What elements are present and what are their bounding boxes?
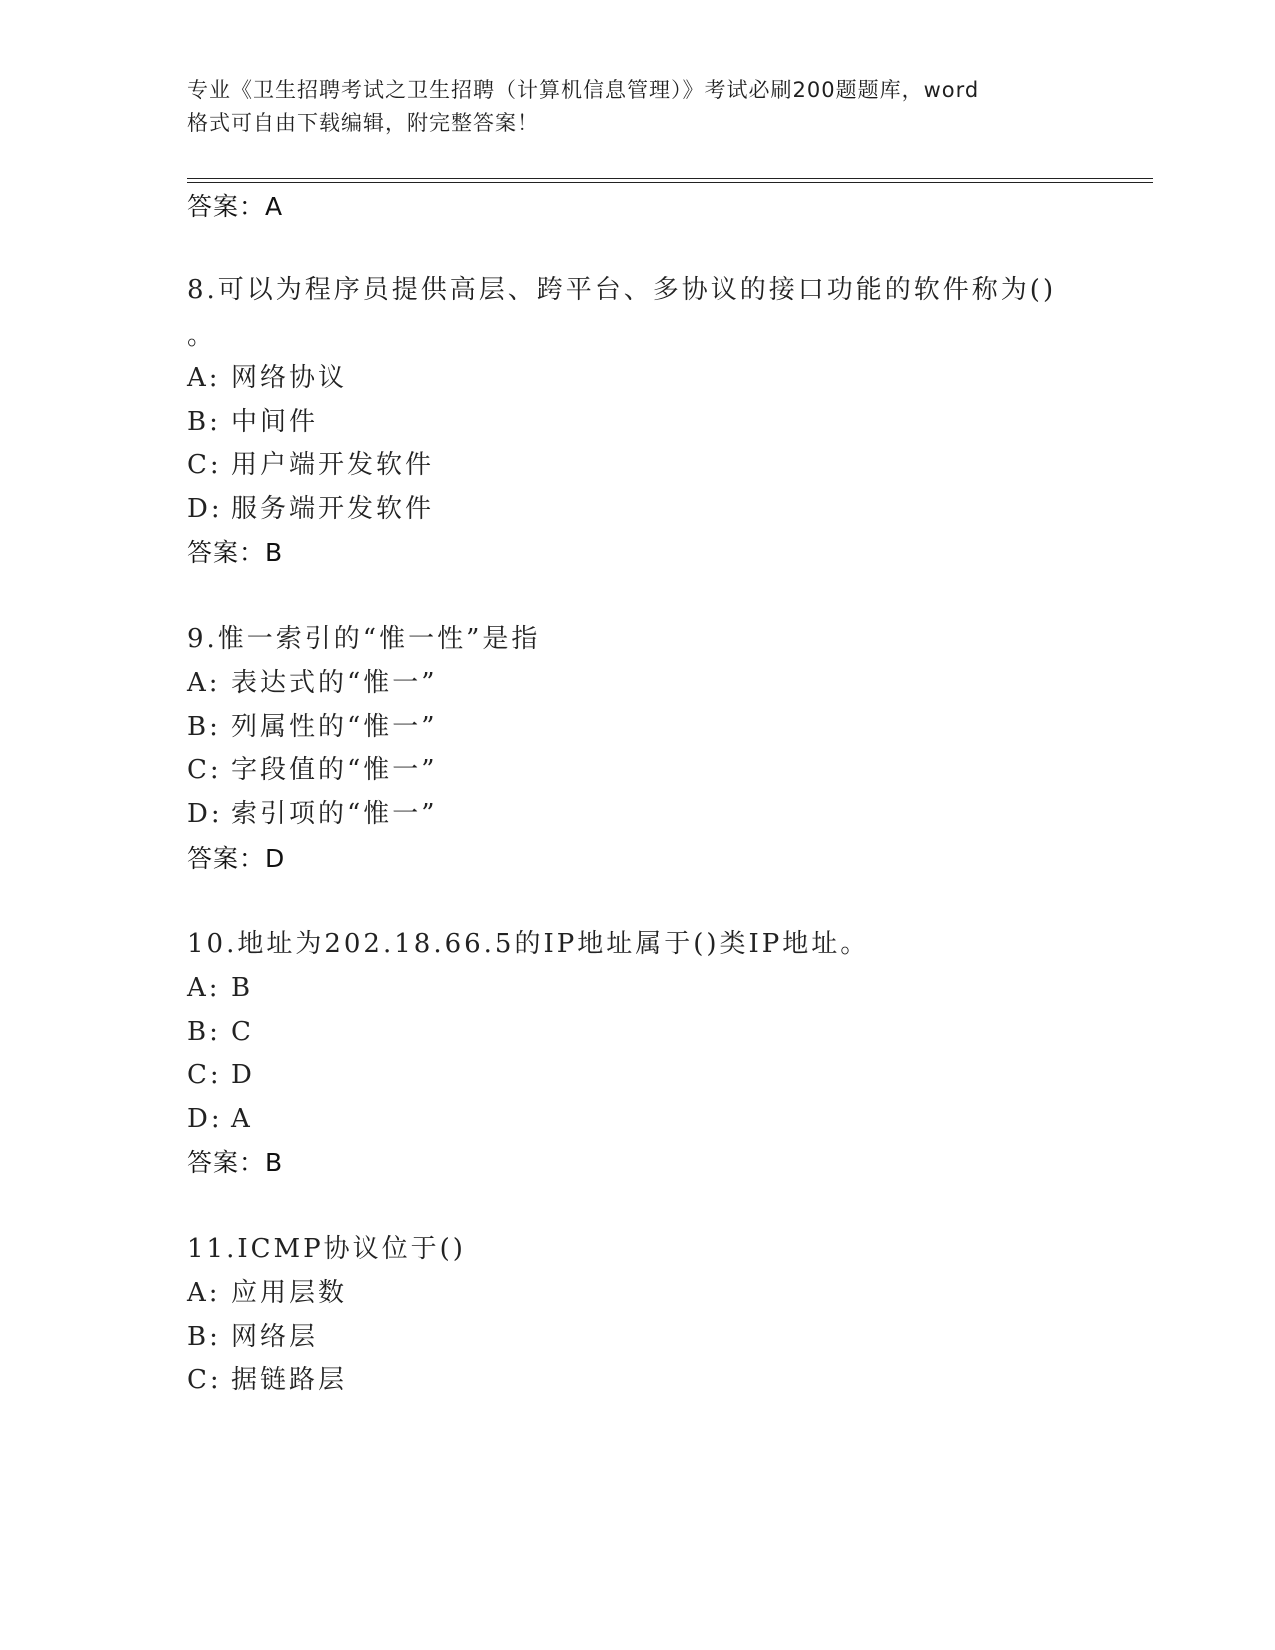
option-label: A: [187,363,221,393]
option-text: 列属性的“惟一” [231,712,438,742]
option-label: B: [187,1322,221,1352]
option-text: 表达式的“惟一” [231,668,438,698]
document-header [187,74,1117,140]
option-label: D: [187,799,223,829]
option-label: C: [187,1365,222,1395]
header-line-2: 格式可自由下载编辑，附完整答案！ [187,111,539,135]
option-text: 字段值的“惟一” [231,755,438,785]
question-8: 8.可以为程序员提供高层、跨平台、多协议的接口功能的软件称为() [187,275,1057,305]
q9-option-d [187,796,438,832]
q10-answer: 答案：B [187,1148,284,1177]
header-line-1: 专业《卫生招聘考试之卫生招聘（计算机信息管理）》考试必刷200题题库，word [187,78,980,102]
q8-option-a [187,360,347,396]
option-label: B: [187,407,221,437]
option-label: D: [187,1104,223,1134]
q10-option-d [187,1101,253,1137]
option-text: 用户端开发软件 [231,450,435,480]
q8-answer: 答案：B [187,538,284,567]
option-text: 中间件 [231,407,319,437]
q8-option-d [187,491,434,527]
q10-option-a [187,970,253,1006]
option-text: 据链路层 [231,1365,348,1395]
header-divider-top [187,178,1153,179]
question-10: 10.地址为202.18.66.5的IP地址属于()类IP地址。 [187,929,870,959]
q9-option-a [187,665,438,701]
option-text: 网络协议 [231,363,348,393]
q9-option-b [187,709,438,745]
option-text: C [231,1017,254,1047]
option-text: A [231,1104,253,1134]
answer-previous: 答案：A [187,192,284,221]
option-label: B: [187,712,221,742]
option-text: 索引项的“惟一” [231,799,438,829]
q11-option-b [187,1319,318,1355]
q11-option-c [187,1362,347,1398]
option-label: D: [187,494,223,524]
option-label: A: [187,973,221,1003]
question-9: 9.惟一索引的“惟一性”是指 [187,624,541,654]
question-11: 11.ICMP协议位于() [187,1234,466,1264]
q10-option-b [187,1014,254,1050]
q9-option-c [187,752,438,788]
option-label: C: [187,1060,222,1090]
option-text: 应用层数 [231,1278,348,1308]
q8-option-c [187,447,434,483]
option-label: A: [187,668,221,698]
q10-option-c [187,1057,255,1093]
q9-answer: 答案：D [187,844,286,873]
header-divider-bottom [187,182,1153,183]
option-text: D [231,1060,255,1090]
option-label: C: [187,450,222,480]
option-label: B: [187,1017,221,1047]
q11-option-a [187,1275,347,1311]
option-label: A: [187,1278,221,1308]
question-8-continuation: 。 [187,321,217,351]
option-text: 网络层 [231,1322,319,1352]
option-text: 服务端开发软件 [231,494,435,524]
option-text: B [231,973,254,1003]
option-label: C: [187,755,222,785]
q8-option-b [187,404,318,440]
